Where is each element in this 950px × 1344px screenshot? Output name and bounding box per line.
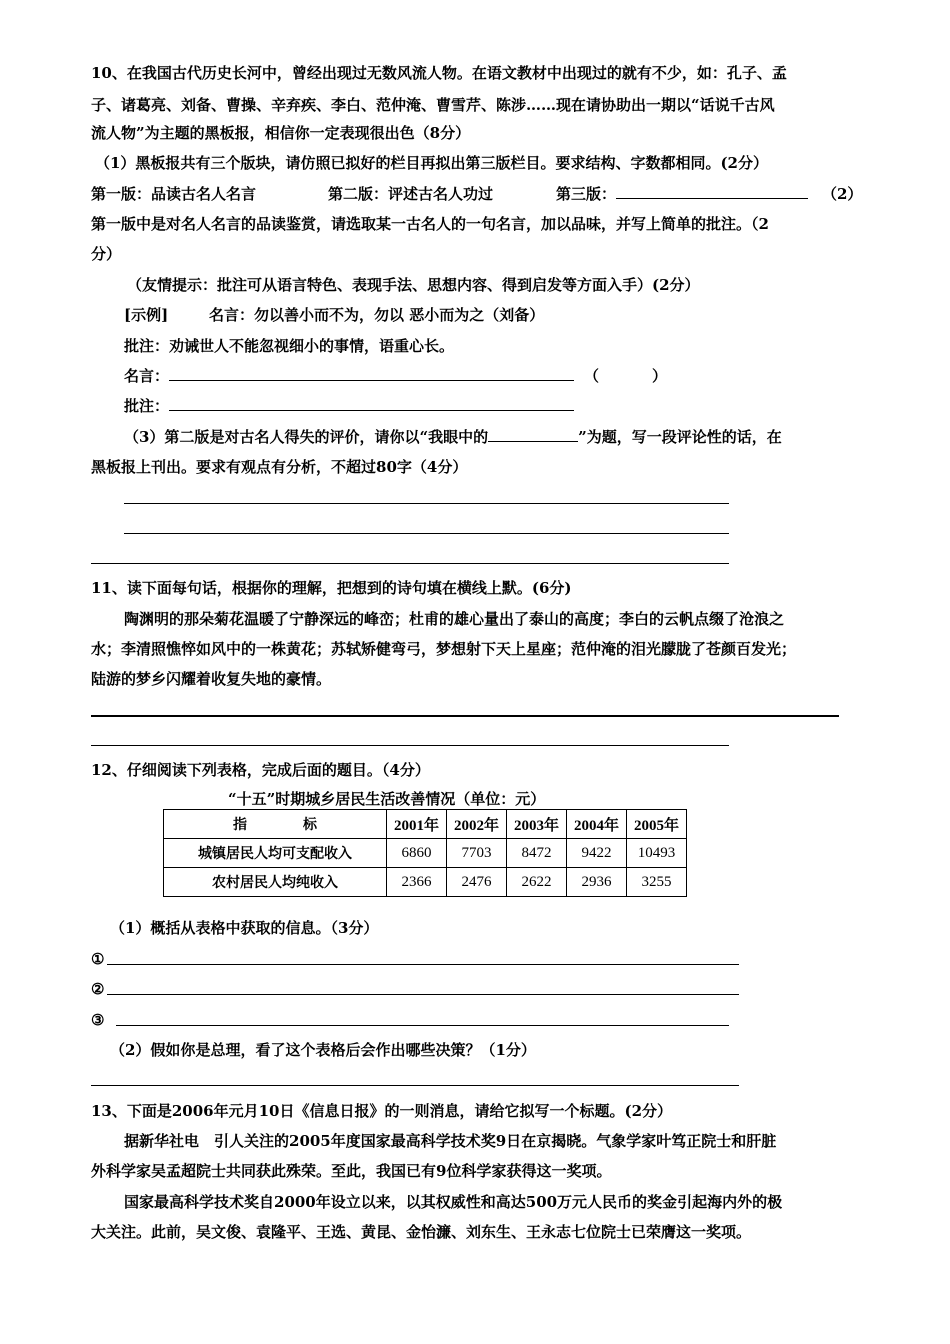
q10-answer-line-2[interactable] [124, 533, 729, 534]
table-header-year: 2002年 [447, 810, 507, 839]
q10-intro-line2: 子、诸葛亮、刘备、曹操、辛弃疾、李白、范仲淹、曹雪芹、陈涉……现在请协助出一期以“话说千古风 [91, 96, 775, 114]
table-header-year: 2001年 [387, 810, 447, 839]
q12-answer-line-2[interactable] [107, 994, 739, 995]
q12-answer-line-1[interactable] [107, 964, 739, 965]
q12-sub1: （1）概括从表格中获取的信息。（3分） [110, 919, 379, 937]
q13-p2-line1: 国家最高科学技术奖自2000年设立以来，以其权威性和高达500万元人民币的奖金引起海内外的极 [124, 1193, 783, 1211]
q10-note-label: 批注： [124, 397, 170, 415]
q10-part2-line1: 第一版中是对名人名言的品读鉴赏，请选取某一古名人的一句名言，加以品味，并写上简单的批注。（2 [91, 215, 769, 233]
table-cell: 2936 [567, 868, 627, 897]
q10-example-tag: [示例] [124, 306, 169, 324]
q10-quote-label: 名言： [124, 367, 170, 385]
table-header-label: 指 标 [164, 810, 387, 839]
q10-part1: （1）黑板报共有三个版块，请仿照已拟好的栏目再拟出第三版栏目。要求结构、字数都相同。(2分） [95, 154, 768, 172]
q10-answer-line-3[interactable] [91, 563, 729, 564]
q12-sub2: （2）假如你是总理，看了这个表格后会作出哪些决策？（1分） [110, 1041, 536, 1059]
table-header-year: 2003年 [507, 810, 567, 839]
q11-line3: 陆游的梦乡闪耀着收复失地的豪情。 [91, 670, 332, 688]
table-cell: 6860 [387, 839, 447, 868]
q10-column-2: 第二版：评述古名人功过 [328, 185, 494, 203]
q10-part3-title-blank[interactable] [488, 427, 578, 442]
q13-p1-line2: 外科学家吴孟超院士共同获此殊荣。至此，我国已有9位科学家获得这一奖项。 [91, 1162, 612, 1180]
q12-answer-line-3[interactable] [116, 1025, 729, 1026]
table-cell: 10493 [627, 839, 687, 868]
q12-marker-1: ① [91, 950, 105, 968]
q10-column-3-blank[interactable] [616, 184, 808, 199]
q11-line2: 水；李清照憔悴如风中的一株黄花；苏轼矫健弯弓，梦想射下天上星座；范仲淹的泪光朦胧了苍颜百发光； [91, 640, 797, 658]
q12-table-caption: “十五”时期城乡居民生活改善情况（单位：元） [228, 790, 546, 808]
q10-note-row [124, 396, 574, 416]
table-cell: 7703 [447, 839, 507, 868]
q10-column-1: 第一版：品读古名人名言 [91, 185, 257, 203]
q10-quote-row [124, 366, 574, 386]
q11-title: 11、读下面每句话，根据你的理解，把想到的诗句填在横线上默。(6分) [91, 579, 572, 597]
table-row-label: 城镇居民人均可支配收入 [164, 839, 387, 868]
q12-answer-line-4[interactable] [91, 1085, 739, 1086]
q10-column-3-score: （2） [822, 185, 863, 203]
table-row-label: 农村居民人均纯收入 [164, 868, 387, 897]
q13-p2-line2: 大关注。此前，吴文俊、袁隆平、王选、黄昆、金怡濂、刘东生、王永志七位院士已荣膺这一奖项。 [91, 1223, 752, 1241]
table-row [164, 868, 687, 897]
q11-answer-line-2[interactable] [91, 745, 729, 746]
table-cell: 9422 [567, 839, 627, 868]
q10-quote-paren-open: （ [584, 367, 600, 385]
q10-part3-line2: 黑板报上刊出。要求有观点有分析，不超过80字（4分） [91, 458, 468, 476]
q12-title: 12、仔细阅读下列表格，完成后面的题目。（4分） [91, 761, 430, 779]
q13-title: 13、下面是2006年元月10日《信息日报》的一则消息，请给它拟写一个标题。(2分） [91, 1102, 673, 1120]
q10-intro-line3: 流人物”为主题的黑板报，相信你一定表现很出色（8分） [91, 124, 471, 142]
q10-column-3 [556, 184, 808, 204]
q12-marker-2: ② [91, 980, 105, 998]
q10-quote-blank[interactable] [169, 366, 574, 381]
q10-example-note: 批注：劝诫世人不能忽视细小的事情，语重心长。 [124, 337, 455, 355]
q10-example-quote: 名言：勿以善小而不为，勿以 恶小而为之（刘备） [209, 306, 545, 324]
table-cell: 3255 [627, 868, 687, 897]
income-table [163, 809, 687, 897]
q11-line1: 陶渊明的那朵菊花温暖了宁静深远的峰峦；杜甫的雄心量出了泰山的高度；李白的云帆点缀了沧浪之 [124, 610, 785, 628]
table-header-row [164, 810, 687, 839]
q13-p1-line1: 据新华社电 引人关注的2005年度国家最高科学技术奖9日在京揭晓。气象学家叶笃正院士和肝脏 [124, 1132, 777, 1150]
q10-hint: （友情提示：批注可从语言特色、表现手法、思想内容、得到启发等方面入手）(2分） [127, 276, 700, 294]
q10-part2-line2: 分） [91, 245, 122, 263]
q10-part3-after: ”为题，写一段评论性的话，在 [578, 428, 782, 446]
q10-part3-before: （3）第二版是对古名人得失的评价，请你以“我眼中的 [124, 428, 489, 446]
q10-intro-line1: 10、在我国古代历史长河中，曾经出现过无数风流人物。在语文教材中出现过的就有不少，如：孔子、孟 [91, 64, 787, 82]
q10-part3-line1 [124, 427, 782, 447]
table-cell: 2476 [447, 868, 507, 897]
table-cell: 2622 [507, 868, 567, 897]
table-cell: 8472 [507, 839, 567, 868]
q10-column-3-label: 第三版： [556, 185, 617, 203]
table-row [164, 839, 687, 868]
table-header-year: 2004年 [567, 810, 627, 839]
table-cell: 2366 [387, 868, 447, 897]
q10-note-blank[interactable] [169, 396, 574, 411]
q12-marker-3: ③ [91, 1011, 105, 1029]
table-header-year: 2005年 [627, 810, 687, 839]
q10-answer-line-1[interactable] [124, 503, 729, 504]
q11-answer-line-1[interactable] [91, 715, 839, 717]
q10-quote-paren-close: ） [652, 367, 668, 385]
